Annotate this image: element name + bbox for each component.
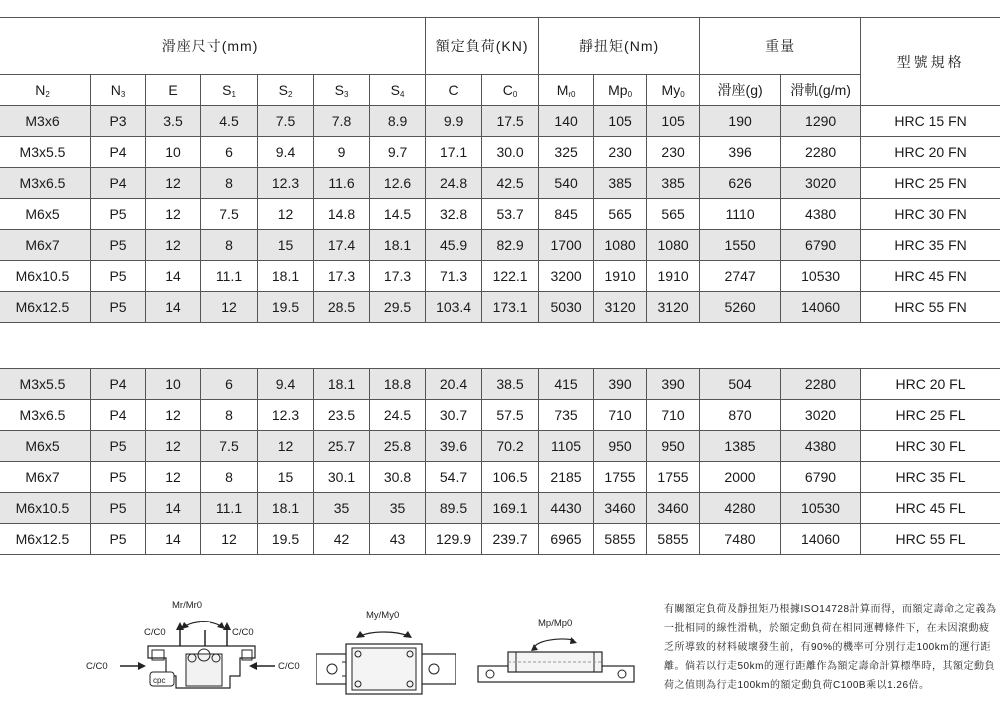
cpc-logo: cpc (153, 676, 166, 685)
mp-label: Mp/Mp0 (538, 618, 573, 629)
c-label-right: C/C0 (232, 627, 254, 638)
table-cell: 17.3 (314, 261, 370, 292)
table-cell: 32.8 (426, 199, 482, 230)
table-cell: 11.1 (201, 493, 258, 524)
table-cell: M6x5 (0, 431, 91, 462)
table-cell: 42 (314, 524, 370, 555)
table-cell: 390 (594, 369, 647, 400)
column-header: $C_0$ (482, 75, 539, 106)
table-cell: 6 (201, 137, 258, 168)
c-label-side-right: C/C0 (278, 661, 300, 672)
table-cell: P5 (91, 524, 146, 555)
table-cell: 12 (146, 168, 201, 199)
table-cell: 230 (594, 137, 647, 168)
table-cell: 385 (594, 168, 647, 199)
my-load-diagram (316, 604, 456, 704)
column-header: $N_2$ (0, 75, 91, 106)
table-cell: 950 (647, 431, 700, 462)
table-cell: 10 (146, 369, 201, 400)
table-cell: 71.3 (426, 261, 482, 292)
table-cell: 12 (201, 524, 258, 555)
my-label: My/My0 (366, 610, 400, 621)
table-cell: M3x5.5 (0, 137, 91, 168)
table-cell: 6 (201, 369, 258, 400)
table-cell: 504 (700, 369, 781, 400)
column-header: $N_3$ (91, 75, 146, 106)
table-cell: 17.4 (314, 230, 370, 261)
table-cell: 18.1 (314, 369, 370, 400)
table-cell: 10530 (781, 261, 861, 292)
table-cell: 4280 (700, 493, 781, 524)
table-row (0, 400, 1000, 431)
table-cell: 12.3 (258, 168, 314, 199)
table-cell: 845 (539, 199, 594, 230)
table-cell: 9.9 (426, 106, 482, 137)
table-cell: M6x10.5 (0, 261, 91, 292)
table-cell: 8 (201, 230, 258, 261)
table-cell: M6x12.5 (0, 292, 91, 323)
table-cell: P4 (91, 137, 146, 168)
table-cell: 2185 (539, 462, 594, 493)
table-cell: 3120 (594, 292, 647, 323)
c-label-left: C/C0 (144, 627, 166, 638)
table-cell: 35 (370, 493, 426, 524)
table-cell: 30.1 (314, 462, 370, 493)
table-cell: 57.5 (482, 400, 539, 431)
table-cell: 3200 (539, 261, 594, 292)
table-cell: 2280 (781, 369, 861, 400)
table-cell: 23.5 (314, 400, 370, 431)
table-cell: 15 (258, 462, 314, 493)
table-cell: 18.1 (258, 493, 314, 524)
table-cell: 54.7 (426, 462, 482, 493)
table-cell: 4.5 (201, 106, 258, 137)
table-cell: 5260 (700, 292, 781, 323)
table-cell: 14 (146, 261, 201, 292)
column-header: C (426, 75, 482, 106)
table-cell: 735 (539, 400, 594, 431)
table-cell: 42.5 (482, 168, 539, 199)
table-cell: 173.1 (482, 292, 539, 323)
table-cell: 129.9 (426, 524, 482, 555)
table-cell: 3020 (781, 400, 861, 431)
table-cell: 385 (647, 168, 700, 199)
table-cell: 70.2 (482, 431, 539, 462)
column-header: 滑軌(g/m) (781, 75, 861, 106)
table-cell: 1700 (539, 230, 594, 261)
table-cell: 9.4 (258, 369, 314, 400)
table-cell: 6965 (539, 524, 594, 555)
mp-load-diagram (476, 614, 636, 704)
table-cell: 4430 (539, 493, 594, 524)
table-cell: 12 (146, 431, 201, 462)
table-cell: 5855 (647, 524, 700, 555)
table-cell: 1290 (781, 106, 861, 137)
table-cell: 24.5 (370, 400, 426, 431)
table-row (0, 199, 1000, 230)
table-cell: 89.5 (426, 493, 482, 524)
table-cell: M3x6.5 (0, 168, 91, 199)
model-cell: HRC 45 FL (861, 493, 1000, 524)
model-cell: HRC 30 FN (861, 199, 1000, 230)
table-cell: 10 (146, 137, 201, 168)
column-header: $S_4$ (370, 75, 426, 106)
table-cell: 3020 (781, 168, 861, 199)
table-cell: 35 (314, 493, 370, 524)
table-cell: 18.1 (370, 230, 426, 261)
table-cell: 18.1 (258, 261, 314, 292)
table-cell: 390 (647, 369, 700, 400)
table-cell: 8.9 (370, 106, 426, 137)
table-cell: 45.9 (426, 230, 482, 261)
table-cell: 565 (647, 199, 700, 230)
spec-table-fn (0, 17, 1000, 323)
table-cell: 1080 (647, 230, 700, 261)
table-cell: 1755 (594, 462, 647, 493)
table-row (0, 230, 1000, 261)
table-cell: 626 (700, 168, 781, 199)
spec-table-fl (0, 368, 1000, 555)
model-cell: HRC 55 FN (861, 292, 1000, 323)
table-cell: P5 (91, 431, 146, 462)
table-cell: 18.8 (370, 369, 426, 400)
table-cell: 870 (700, 400, 781, 431)
table-cell: 17.5 (482, 106, 539, 137)
table-cell: 540 (539, 168, 594, 199)
model-cell: HRC 55 FL (861, 524, 1000, 555)
table-cell: 25.8 (370, 431, 426, 462)
table-cell: 565 (594, 199, 647, 230)
table-cell: 30.8 (370, 462, 426, 493)
table-cell: 14 (146, 493, 201, 524)
table-cell: 11.6 (314, 168, 370, 199)
table-cell: 12 (146, 462, 201, 493)
mr-load-diagram (80, 596, 310, 706)
table-cell: P5 (91, 493, 146, 524)
table-row (0, 292, 1000, 323)
table-cell: M6x7 (0, 230, 91, 261)
table-cell: P4 (91, 168, 146, 199)
table-cell: P5 (91, 292, 146, 323)
model-cell: HRC 35 FL (861, 462, 1000, 493)
model-cell: HRC 25 FL (861, 400, 1000, 431)
table-cell: 10530 (781, 493, 861, 524)
table-cell: 169.1 (482, 493, 539, 524)
mr-label: Mr/Mr0 (172, 600, 203, 611)
fn-table-body (0, 106, 1000, 323)
table-cell: 14 (146, 524, 201, 555)
table-cell: 17.3 (370, 261, 426, 292)
group-slider-dimensions: 滑座尺寸(mm) (0, 18, 426, 75)
column-header: $S_3$ (314, 75, 370, 106)
table-cell: 1755 (647, 462, 700, 493)
column-header: $S_2$ (258, 75, 314, 106)
table-cell: 1110 (700, 199, 781, 230)
table-cell: 7480 (700, 524, 781, 555)
table-cell: 25.7 (314, 431, 370, 462)
model-header: 型號規格 (861, 18, 1000, 106)
column-header: E (146, 75, 201, 106)
table-cell: 1080 (594, 230, 647, 261)
table-cell: 8 (201, 168, 258, 199)
table-cell: 9.4 (258, 137, 314, 168)
table-cell: 4380 (781, 199, 861, 230)
table-cell: 12 (201, 292, 258, 323)
table-cell: 7.5 (201, 199, 258, 230)
table-cell: 2747 (700, 261, 781, 292)
table-cell: 8 (201, 462, 258, 493)
slider-cross-section-icon (80, 596, 310, 706)
model-cell: HRC 45 FN (861, 261, 1000, 292)
table-cell: 43 (370, 524, 426, 555)
table-row (0, 462, 1000, 493)
table-cell: M3x6 (0, 106, 91, 137)
table-cell: 12 (146, 230, 201, 261)
table-cell: 1910 (647, 261, 700, 292)
fl-table-body (0, 369, 1000, 555)
model-cell: HRC 20 FL (861, 369, 1000, 400)
model-cell: HRC 15 FN (861, 106, 1000, 137)
table-cell: M3x6.5 (0, 400, 91, 431)
table-cell: 190 (700, 106, 781, 137)
table-cell: M6x12.5 (0, 524, 91, 555)
table-cell: 12.3 (258, 400, 314, 431)
table-cell: 239.7 (482, 524, 539, 555)
table-cell: 28.5 (314, 292, 370, 323)
table-cell: P5 (91, 199, 146, 230)
table-cell: 103.4 (426, 292, 482, 323)
table-row (0, 261, 1000, 292)
table-cell: 82.9 (482, 230, 539, 261)
column-header: $Mp_0$ (594, 75, 647, 106)
table-cell: P5 (91, 462, 146, 493)
table-cell: 14 (146, 292, 201, 323)
table-cell: 105 (647, 106, 700, 137)
table-cell: 11.1 (201, 261, 258, 292)
table-cell: 5855 (594, 524, 647, 555)
table-cell: 9 (314, 137, 370, 168)
table-cell: 8 (201, 400, 258, 431)
table-cell: 14.5 (370, 199, 426, 230)
model-cell: HRC 30 FL (861, 431, 1000, 462)
model-cell: HRC 35 FN (861, 230, 1000, 261)
table-cell: 7.5 (201, 431, 258, 462)
column-header: 滑座(g) (700, 75, 781, 106)
group-weight: 重量 (700, 18, 861, 75)
table-cell: 105 (594, 106, 647, 137)
table-cell: 7.5 (258, 106, 314, 137)
table-cell: 30.0 (482, 137, 539, 168)
table-cell: 12 (258, 431, 314, 462)
model-cell: HRC 20 FN (861, 137, 1000, 168)
table-cell: 1910 (594, 261, 647, 292)
table-cell: P4 (91, 369, 146, 400)
table-cell: 29.5 (370, 292, 426, 323)
model-cell: HRC 25 FN (861, 168, 1000, 199)
table-cell: 38.5 (482, 369, 539, 400)
table-cell: 12 (146, 199, 201, 230)
table-cell: 122.1 (482, 261, 539, 292)
group-static-moment: 靜扭矩(Nm) (539, 18, 700, 75)
table-cell: 2280 (781, 137, 861, 168)
group-rated-load: 額定負荷(KN) (426, 18, 539, 75)
table-cell: 7.8 (314, 106, 370, 137)
table-cell: 12.6 (370, 168, 426, 199)
table-cell: 6790 (781, 230, 861, 261)
column-header: $My_0$ (647, 75, 700, 106)
table-cell: 3120 (647, 292, 700, 323)
table-cell: 950 (594, 431, 647, 462)
rating-footnote: 有關額定負荷及靜扭矩乃根據ISO14728計算而得，而額定壽命之定義為一批相同的線性滑軌，於額定動負荷在相同運轉條件下，在未因滾動疲乏所導致的材料破壞發生前，有90%的機率可分別行走100km的運行距離。倘若以行走50km的運行距離作為額定壽命計算標準時，其額定動負荷之值則為行走100km的額定動負荷C100B乘以1.26倍。 (664, 604, 997, 691)
table-cell: 3.5 (146, 106, 201, 137)
table-row (0, 106, 1000, 137)
table-cell: 53.7 (482, 199, 539, 230)
table-cell: 3460 (647, 493, 700, 524)
table-cell: 4380 (781, 431, 861, 462)
column-header: $M_{r0}$ (539, 75, 594, 106)
table-cell: 710 (594, 400, 647, 431)
table-cell: 1550 (700, 230, 781, 261)
table-cell: M3x5.5 (0, 369, 91, 400)
table-cell: P3 (91, 106, 146, 137)
table-cell: 14060 (781, 524, 861, 555)
table-cell: 106.5 (482, 462, 539, 493)
c-label-side-left: C/C0 (86, 661, 108, 672)
table-cell: 710 (647, 400, 700, 431)
table-cell: 325 (539, 137, 594, 168)
table-cell: 2000 (700, 462, 781, 493)
table-cell: 3460 (594, 493, 647, 524)
table-cell: M6x10.5 (0, 493, 91, 524)
table-row (0, 168, 1000, 199)
table-row (0, 137, 1000, 168)
table-cell: 19.5 (258, 524, 314, 555)
table-cell: 39.6 (426, 431, 482, 462)
table-row (0, 369, 1000, 400)
table-cell: 1105 (539, 431, 594, 462)
table-cell: 12 (258, 199, 314, 230)
table-cell: M6x5 (0, 199, 91, 230)
table-cell: 1385 (700, 431, 781, 462)
table-cell: 9.7 (370, 137, 426, 168)
table-cell: 415 (539, 369, 594, 400)
table-cell: 30.7 (426, 400, 482, 431)
table-row (0, 524, 1000, 555)
table-cell: 230 (647, 137, 700, 168)
table-cell: 140 (539, 106, 594, 137)
table-cell: P5 (91, 230, 146, 261)
table-cell: 15 (258, 230, 314, 261)
table-cell: 19.5 (258, 292, 314, 323)
table-cell: P5 (91, 261, 146, 292)
table-row (0, 493, 1000, 524)
table-cell: 14.8 (314, 199, 370, 230)
table-cell: P4 (91, 400, 146, 431)
table-cell: 24.8 (426, 168, 482, 199)
table-cell: 20.4 (426, 369, 482, 400)
table-cell: 396 (700, 137, 781, 168)
table-cell: 6790 (781, 462, 861, 493)
table-cell: 17.1 (426, 137, 482, 168)
table-cell: 12 (146, 400, 201, 431)
column-header: $S_1$ (201, 75, 258, 106)
table-row (0, 431, 1000, 462)
table-cell: 5030 (539, 292, 594, 323)
table-cell: 14060 (781, 292, 861, 323)
table-cell: M6x7 (0, 462, 91, 493)
